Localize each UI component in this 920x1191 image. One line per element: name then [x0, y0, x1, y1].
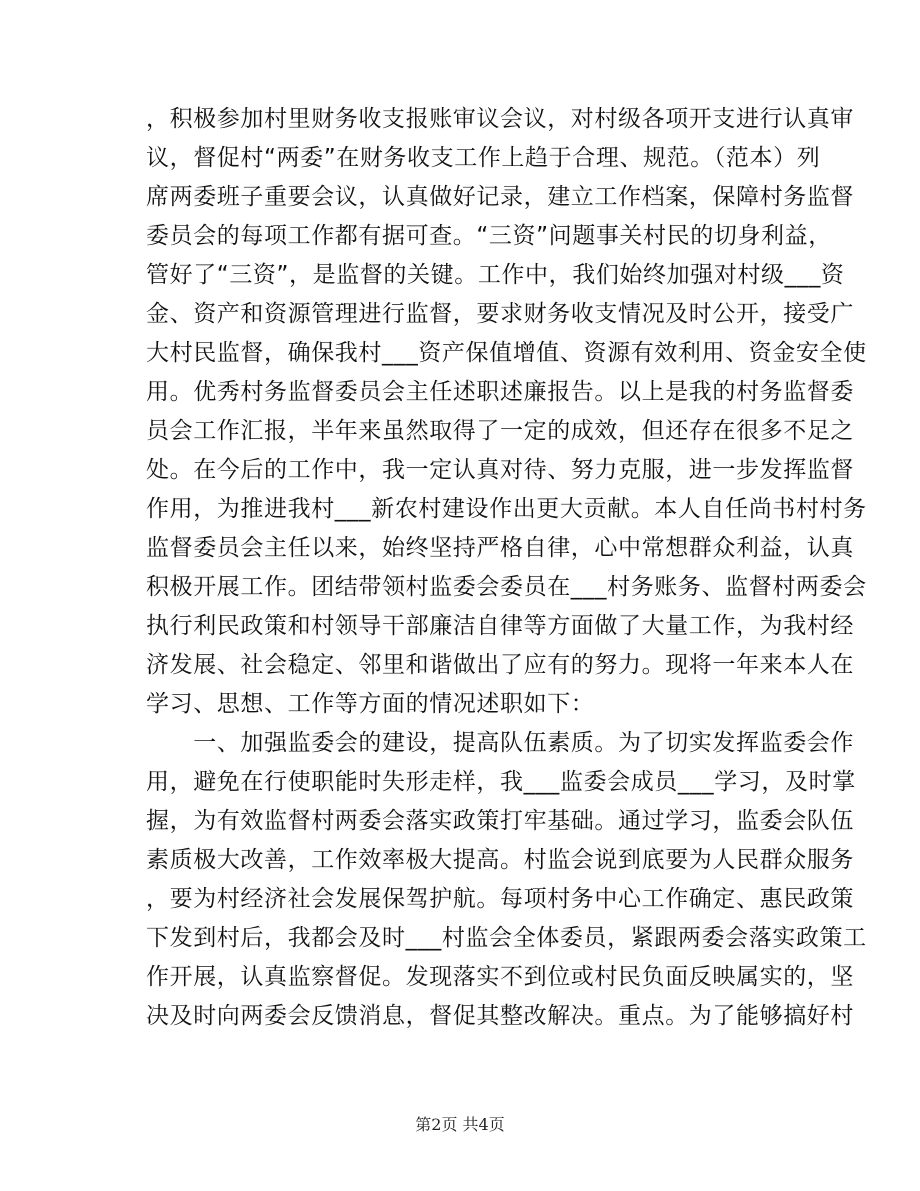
text-line-22: 下发到村后，我都会及时___村监会全体委员，紧跟两委会落实政策工 — [146, 925, 867, 951]
text-line-4: 委员会的每项工作都有据可查。“三资”问题事关村民的切身利益， — [146, 223, 832, 249]
text-line-23: 作开展，认真监察督促。发现落实不到位或村民负面反映属实的，坚 — [146, 964, 854, 990]
text-line-13: 积极开展工作。团结带领村监委会委员在___村务账务、监督村两委会 — [146, 574, 867, 600]
text-line-9: 员会工作汇报，半年来虽然取得了一定的成效，但还存在很多不足之 — [146, 418, 854, 444]
text-line-11: 作用，为推进我村___新农村建设作出更大贡献。本人自任尚书村村务 — [146, 496, 867, 522]
text-line-17: 一、加强监委会的建设，提高队伍素质。为了切实发挥监委会作 — [146, 730, 854, 756]
text-line-15: 济发展、社会稳定、邻里和谐做出了应有的努力。现将一年来本人在 — [146, 652, 854, 678]
body-text — [146, 100, 867, 1036]
text-line-20: 素质极大改善，工作效率极大提高。村监会说到底要为人民群众服务 — [146, 847, 854, 873]
text-line-2: 议，督促村“两委”在财务收支工作上趋于合理、规范。（范本）列 — [146, 145, 821, 171]
text-line-16: 学习、思想、工作等方面的情况述职如下： — [146, 691, 595, 717]
text-line-7: 大村民监督，确保我村___资产保值增值、资源有效利用、资金安全使 — [146, 340, 867, 366]
text-line-5: 管好了“三资”，是监督的关键。工作中，我们始终加强对村级___资 — [146, 262, 845, 288]
text-line-8: 用。优秀村务监督委员会主任述职述廉报告。以上是我的村务监督委 — [146, 379, 854, 405]
text-line-19: 握，为有效监督村两委会落实政策打牢基础。通过学习，监委会队伍 — [146, 808, 854, 834]
text-line-10: 处。在今后的工作中，我一定认真对待、努力克服，进一步发挥监督 — [146, 457, 854, 483]
text-line-18: 用，避免在行使职能时失形走样，我___监委会成员___学习，及时掌 — [146, 769, 856, 795]
text-line-6: 金、资产和资源管理进行监督，要求财务收支情况及时公开，接受广 — [146, 301, 854, 327]
text-line-21: ，要为村经济社会发展保驾护航。每项村务中心工作确定、惠民政策 — [146, 886, 854, 912]
text-line-1: ，积极参加村里财务收支报账审议会议，对村级各项开支进行认真审 — [146, 106, 854, 132]
text-line-3: 席两委班子重要会议，认真做好记录，建立工作档案，保障村务监督 — [146, 184, 854, 210]
page-number-footer: 第2页 共4页 — [415, 1115, 505, 1134]
text-line-12: 监督委员会主任以来，始终坚持严格自律，心中常想群众利益，认真 — [146, 535, 854, 561]
text-line-24: 决及时向两委会反馈消息，督促其整改解决。重点。为了能够搞好村 — [146, 1003, 854, 1029]
text-line-14: 执行利民政策和村领导干部廉洁自律等方面做了大量工作，为我村经 — [146, 613, 854, 639]
